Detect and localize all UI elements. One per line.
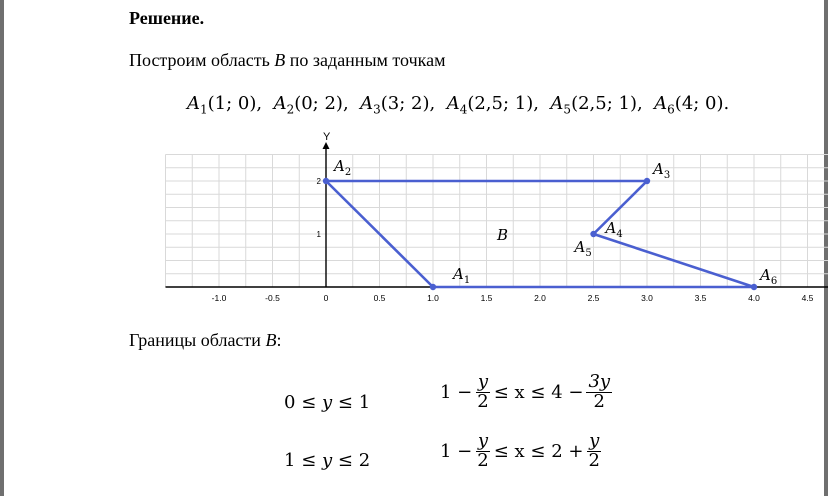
vertex-point — [751, 284, 757, 290]
fraction: $\frac{y}{2}$ — [588, 430, 600, 471]
point-item: $A_4(2,5$; 1) — [446, 93, 534, 117]
x-tick-label: -0.5 — [265, 293, 280, 303]
intro-region: B — [274, 50, 286, 70]
point-item: $A_3(3$; 2) — [360, 93, 430, 117]
bounds-title: Границы области B: — [129, 330, 282, 350]
x-tick-label: 1.5 — [480, 293, 493, 303]
solution-heading: Решение. — [129, 8, 205, 28]
x-tick-label: 3.0 — [641, 293, 653, 303]
right-page-border — [824, 0, 828, 496]
fraction: $\frac{y}{2}$ — [477, 371, 489, 412]
intro-text-2: по заданным точкам — [285, 50, 446, 70]
x-tick-label: 1.0 — [427, 293, 439, 303]
x-tick-label: 2.5 — [587, 293, 600, 303]
vertex-point — [323, 178, 329, 184]
vertex-label: $A_1$ — [453, 265, 471, 286]
y-axis-arrow — [323, 142, 330, 149]
y-axis-label: Y — [323, 131, 331, 143]
vertex-label: $A_4$ — [605, 219, 623, 240]
x-tick-label: 4.0 — [748, 293, 760, 303]
x-tick-label: 0 — [323, 293, 329, 303]
x-tick-label: 3.5 — [694, 293, 707, 303]
y-tick-label: 2 — [316, 177, 321, 186]
point-item: $A_2(0$; 2) — [273, 93, 343, 117]
inequality-row-2: 1 − $\frac{y}{2}$ ≤ x ≤ 2 + $\frac{y}{2}$ — [440, 430, 600, 471]
region-chart — [211, 128, 814, 310]
condition-row-1: 0 ≤ y ≤ 1 — [284, 392, 371, 413]
x-tick-label: 2.0 — [534, 293, 546, 303]
region-label: B — [496, 226, 508, 244]
vertex-label: $A_5$ — [574, 238, 592, 259]
condition-row-2: 1 ≤ y ≤ 2 — [284, 450, 371, 471]
vertex-label: $A_3$ — [653, 160, 671, 181]
x-tick-label: 4.5 — [801, 293, 814, 303]
x-tick-label: -1.0 — [211, 293, 227, 303]
inequality-row-1: 1 − $\frac{y}{2}$ ≤ x ≤ 4 − $\frac{3y}{2}$ — [440, 371, 611, 412]
vertex-point — [644, 178, 650, 184]
vertex-point — [430, 284, 436, 290]
x-tick-label: 0.5 — [373, 293, 386, 303]
vertex-label: $A_6$ — [760, 266, 778, 287]
intro-sentence — [129, 50, 446, 71]
fraction: $\frac{3y}{2}$ — [588, 371, 611, 412]
vertex-point — [590, 231, 596, 237]
y-tick-label: 1 — [316, 230, 321, 239]
intro-text: Построим область — [129, 50, 275, 70]
point-item: $A_6(4$; 0) — [654, 93, 724, 117]
vertex-label: $A_2$ — [334, 157, 352, 178]
points-list: $A_1(1$; 0), $A_2(0$; 2), $A_3(3$; 2), $A_4(2,5$; 1), $A_5(2,5$; 1), $A_6(4$; 0). — [187, 93, 730, 117]
point-item: $A_5(2,5$; 1) — [550, 93, 637, 117]
fraction: $\frac{y}{2}$ — [477, 430, 489, 471]
left-page-border — [0, 0, 4, 496]
point-item: $A_1(1$; 0) — [187, 93, 257, 117]
